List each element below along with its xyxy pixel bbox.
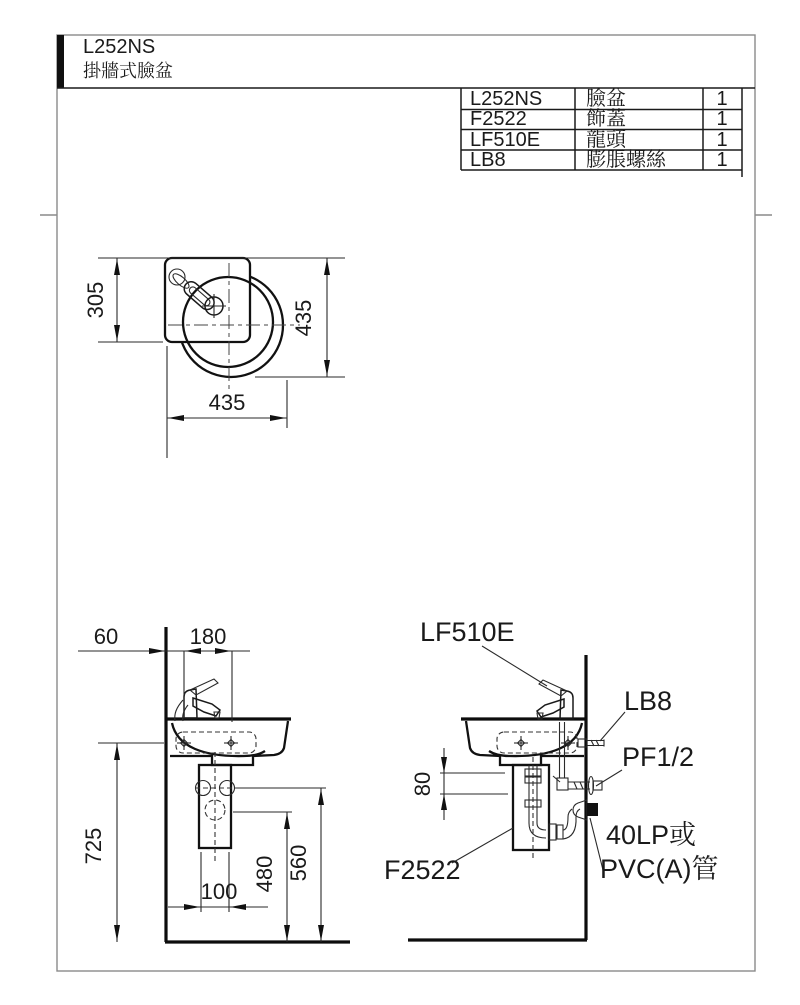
label-lb8: LB8	[624, 686, 673, 716]
label-drain-line1: 40LP或	[606, 820, 697, 850]
dim-60-label: 60	[93, 624, 119, 649]
dim-80-label: 80	[410, 771, 435, 797]
table-row	[470, 148, 728, 171]
label-pf12: PF1/2	[622, 742, 695, 772]
part-model: LF510E	[470, 129, 541, 151]
faucet-front-icon	[175, 679, 220, 721]
dim-180-label: 180	[189, 624, 227, 649]
dim-435-depth-label: 435	[291, 299, 316, 337]
label-f2522: F2522	[384, 855, 461, 885]
page-title-name: 掛牆式臉盆	[83, 61, 173, 81]
parts-table	[461, 87, 742, 177]
dim-100-label: 100	[200, 879, 238, 904]
label-drain-line2: PVC(A)管	[600, 854, 719, 884]
dim-60-180	[78, 624, 250, 722]
dim-435-depth	[255, 258, 345, 377]
dim-560-label: 560	[286, 844, 311, 882]
table-row	[470, 107, 728, 130]
drain-wall-pipe	[587, 803, 598, 816]
dim-560	[237, 788, 326, 942]
supply-fitting	[553, 776, 602, 795]
dim-80	[410, 748, 508, 820]
dim-305-label: 305	[83, 281, 108, 319]
part-qty: 1	[716, 129, 728, 151]
part-name: 臉盆	[586, 88, 626, 110]
part-name: 膨脹螺絲	[586, 149, 666, 171]
dim-435-width-label: 435	[208, 390, 246, 415]
dim-725-label: 725	[81, 827, 106, 865]
part-qty: 1	[716, 108, 728, 130]
table-row	[470, 87, 728, 110]
label-lf510e: LF510E	[420, 617, 515, 647]
leader-lb8	[600, 712, 625, 741]
dim-435-width	[167, 346, 287, 458]
side-view	[384, 617, 719, 940]
leader-f2522	[452, 828, 513, 863]
page-title-model: L252NS	[83, 36, 156, 58]
part-name: 龍頭	[586, 129, 626, 151]
part-qty: 1	[716, 149, 728, 171]
part-model: F2522	[470, 108, 527, 130]
part-name: 飾蓋	[586, 108, 626, 130]
part-model: L252NS	[470, 88, 543, 110]
dim-725	[81, 743, 164, 942]
top-view	[83, 258, 345, 458]
table-row	[470, 128, 728, 151]
part-qty: 1	[716, 88, 728, 110]
dim-480	[233, 812, 292, 942]
part-model: LB8	[470, 149, 506, 171]
title-block-bar	[57, 35, 64, 88]
front-view	[78, 624, 350, 942]
leader-pf12	[596, 770, 622, 786]
leader-lf510e	[482, 646, 547, 686]
title-block	[83, 36, 173, 81]
dim-480-label: 480	[252, 855, 277, 893]
